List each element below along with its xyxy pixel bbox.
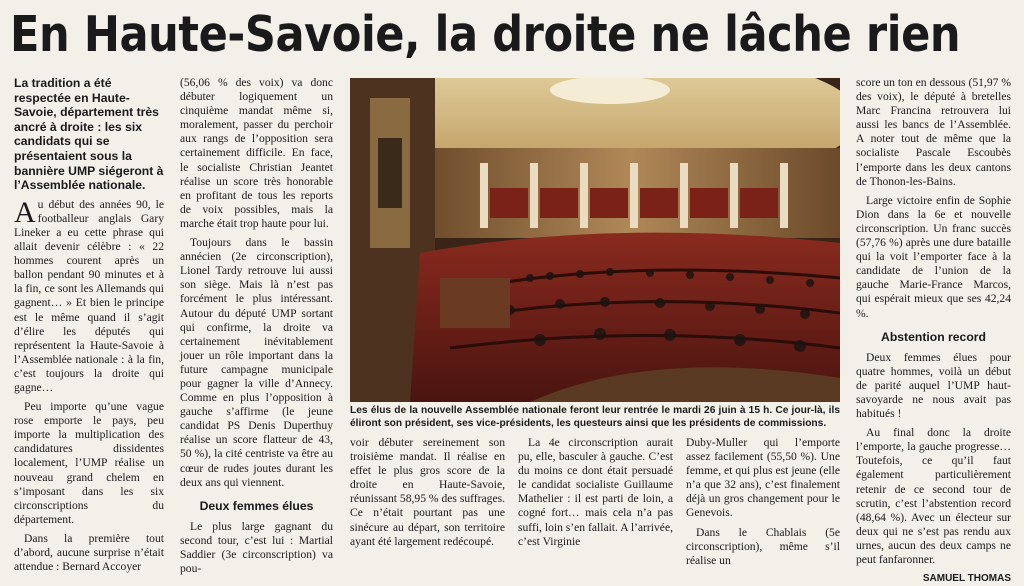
col5-paragraph-4: Au final donc la droite l’emporte, la gauche progresse… Toutefois, ce qu’il faut également particulièrement retenir de ce second tour de scrutin, c’est l’abstention record (48,64 %). Avec un électeur sur deux qui ne s’est pas rendu aux urnes, aucun des deux camps ne peut fanfaronner. — [856, 426, 1011, 566]
headline: En Haute-Savoie, la droite ne lâche rien — [10, 6, 961, 63]
col2-paragraph-2: Toujours dans le bassin annécien (2e circonscription), Lionel Tardy retrouve lui aussi son siège. Mais là n’est pas forcément le plus intéressant. Autour du député UMP sortant qui confirme, la droite va certainement inévitablement jouer un rôle important dans la future campagne municipale pour gagner la ville d’Annecy. Comme en plus l’opposition à gauche s’affirme (le jeune candidat PS Denis Duperthuy réalise un score flatteur de 43, 50 %), la cité centriste va être au cœur de rudes joutes durant les deux ans qui viennent. — [180, 236, 333, 489]
hemicycle-illustration — [350, 78, 840, 402]
dropcap: A — [14, 195, 36, 229]
subhead-abstention: Abstention record — [881, 329, 986, 344]
subhead-deux-femmes: Deux femmes élues — [199, 498, 314, 513]
col3-paragraph: voir débuter sereinement son troisième mandat. Il réalise en effet le plus gros score de la droite en Haute-Savoie, réunissant 58,95 % des suffrages. Ce n’était pourtant pas une sinécure au départ, son territoire ayant été largement redécoupé. — [350, 436, 505, 548]
column-1 — [14, 76, 164, 579]
col2-paragraph-3: Le plus large gagnant du second tour, c’est lui : Martial Saddier (3e circonscription) va pou- — [180, 519, 333, 576]
col1-paragraph-3: Dans la première tout d’abord, aucune surprise n’était attendue : Bernard Accoyer — [14, 531, 164, 574]
col1-paragraph-2: Peu importe qu’une vague rose emporte le pays, peu importe la multiplication des candidatures dissidentes localement, l’UMP réalise un nouveau grand chelem en s’imposant dans les six circonscriptions du département. — [14, 400, 164, 526]
col1-paragraph-1 — [14, 195, 164, 395]
col1-text-1: u début des années 90, le footballeur anglais Gary Lineker a eu cette phrase qui allait devenir célèbre : « 22 hommes courent après un ballon pendant 90 minutes et à la fin, ce sont les Allemands qui gagnent… » Et bien le principe est le même quand il s’agit d’élire les députés qui représentent la Haute-Savoie à l’Assemblée nationale : à la fin, c’est toujours la droite qui gagne… — [14, 197, 164, 394]
assembly-photo — [350, 78, 840, 402]
column-5 — [856, 76, 1011, 586]
col4b-paragraph-2: Dans le Chablais (5e circonscription), même s’il réalise un — [686, 525, 840, 567]
column-2 — [180, 76, 333, 581]
lead-paragraph: La tradition a été respectée en Haute-Savoie, département très ancré à droite : les six candidats qui se présentaient sous la bannière UMP siégeront à l’Assemblée nationale. — [14, 76, 164, 193]
col5-paragraph-1: score un ton en dessous (51,97 % des voix), le député à bretelles Marc Francina retrouvera lui aussi les bancs de l’Assemblée. A noter tout de même que la socialiste Pascale Escoubès l’emporte dans les deux cantons de Thonon-les-Bains. — [856, 76, 1011, 188]
column-3 — [350, 436, 505, 554]
column-4b — [686, 436, 840, 573]
photo-caption: Les élus de la nouvelle Assemblée nationale feront leur rentrée le mardi 26 juin à 15 h. Ce jour-là, ils éliront son président, ses vice-présidents, les questeurs ainsi que les présidents de commissions. — [350, 405, 840, 429]
col5-paragraph-2: Large victoire enfin de Sophie Dion dans la 6e et nouvelle circonscription. Un franc succès (57,76 %) après une dure bataille qui la voit l’emporter face à la candidate de l’union de la gauche Marie-France Marcos, qui espérait mieux que ses 42,24 %. — [856, 193, 1011, 320]
column-4 — [518, 436, 673, 554]
col4b-paragraph-1: Duby-Muller qui l’emporte assez facilement (55,50 %). Une femme, et qui plus est jeune (elle n’a que 32 ans), c’est finalement déjà un gros changement pour le Genevois. — [686, 436, 840, 520]
byline: SAMUEL THOMAS — [922, 573, 1011, 585]
col5-paragraph-3: Deux femmes élues pour quatre hommes, voilà un début de parité auquel l’UMP haut-savoyarde ne nous avait pas habitués ! — [856, 350, 1011, 421]
col4-paragraph: La 4e circonscription aurait pu, elle, basculer à gauche. C’est du moins ce dont était persuadé le candidat socialiste Guillaume Mathelier : il est parti de loin, a cogné fort… mais cela n’a pas suffi, loin s’en fallait. A l’arrivée, c’est Virginie — [518, 436, 673, 548]
col2-paragraph-1: (56,06 % des voix) va donc débuter logiquement un cinquième mandat même si, moralement, passer du perchoir aux rangs de l’opposition sera certainement difficile. En face, le socialiste Christian Jeantet réalise un score très honorable en profitant de tous les reports de voix possibles, mais la marche était trop haute pour lui. — [180, 76, 333, 230]
